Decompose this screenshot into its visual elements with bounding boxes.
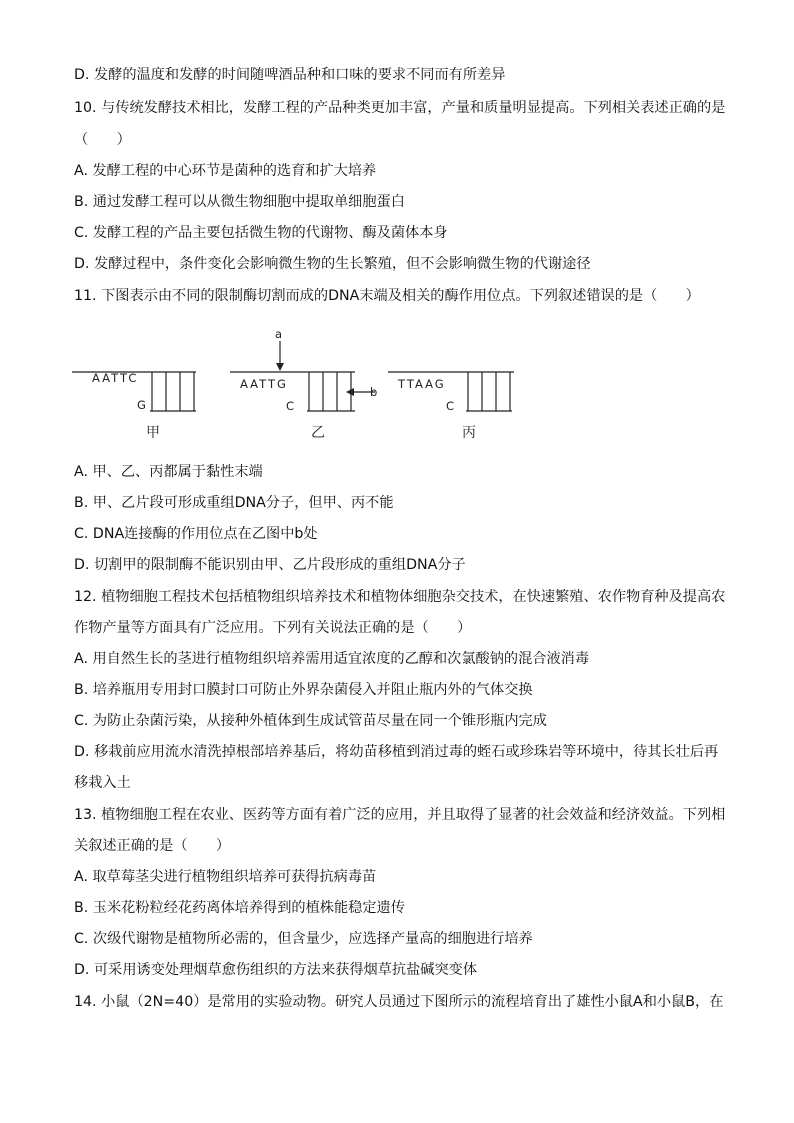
dna-ends-diagram	[70, 325, 530, 445]
q10-option-a: A. 发酵工程的中心环节是菌种的选育和扩大培养	[74, 163, 377, 179]
q10-blank: （ ）	[74, 132, 131, 148]
arrow-b-label: b	[370, 385, 378, 399]
q11-option-a: A. 甲、乙、丙都属于黏性末端	[74, 464, 263, 480]
q12-stem-1: 12. 植物细胞工程技术包括植物组织培养技术和植物体细胞杂交技术，在快速繁殖、农作物育种及提高农	[74, 589, 726, 605]
jia-bottom-base: G	[137, 398, 146, 412]
arrow-a-label: a	[275, 327, 283, 341]
jia-caption: 甲	[146, 425, 160, 441]
q10-option-d: D. 发酵过程中，条件变化会影响微生物的生长繁殖，但不会影响微生物的代谢途径	[74, 256, 591, 272]
q14-stem-1: 14. 小鼠（2N=40）是常用的实验动物。研究人员通过下图所示的流程培育出了雄性小鼠A和小鼠B，在	[74, 994, 724, 1010]
q13-stem-1: 13. 植物细胞工程在农业、医药等方面有着广泛的应用，并且取得了显著的社会效益和经济效益。下列相	[74, 807, 726, 823]
q11-option-b: B. 甲、乙片段可形成重组DNA分子，但甲、丙不能	[74, 495, 394, 511]
yi-bottom-base: C	[286, 399, 295, 413]
bing-caption: 丙	[462, 425, 476, 441]
q13-option-a: A. 取草莓茎尖进行植物组织培养可获得抗病毒苗	[74, 869, 377, 885]
jia-top-sequence: AATTC	[92, 371, 139, 385]
q11-option-c: C. DNA连接酶的作用位点在乙图中b处	[74, 526, 318, 542]
q9-option-d: D. 发酵的温度和发酵的时间随啤酒品种和口味的要求不同而有所差异	[74, 67, 506, 83]
q12-option-a: A. 用自然生长的茎进行植物组织培养需用适宜浓度的乙醇和次氯酸钠的混合液消毒	[74, 651, 590, 667]
bing-top-sequence: TTAAG	[398, 377, 446, 391]
q11-stem: 11. 下图表示由不同的限制酶切割而成的DNA末端及相关的酶作用位点。下列叙述错误的是（ ）	[74, 288, 700, 304]
yi-top-sequence: AATTG	[240, 377, 288, 391]
q10-stem: 10. 与传统发酵技术相比，发酵工程的产品种类更加丰富，产量和质量明显提高。下列相关表述正确的是	[74, 100, 726, 116]
q13-option-d: D. 可采用诱变处理烟草愈伤组织的方法来获得烟草抗盐碱突变体	[74, 962, 478, 978]
q13-stem-2: 关叙述正确的是（ ）	[74, 838, 231, 854]
dna-ends-figure	[70, 325, 530, 445]
q12-option-d-2: 移栽入土	[74, 775, 131, 791]
q12-option-d-1: D. 移栽前应用流水清洗掉根部培养基后，将幼苗移植到消过毒的蛭石或珍珠岩等环境中，待其长壮后再	[74, 744, 719, 760]
q10-option-b: B. 通过发酵工程可以从微生物细胞中提取单细胞蛋白	[74, 194, 405, 210]
q13-option-c: C. 次级代谢物是植物所必需的，但含量少，应选择产量高的细胞进行培养	[74, 931, 533, 947]
yi-caption: 乙	[311, 425, 325, 441]
q12-option-c: C. 为防止杂菌污染，从接种外植体到生成试管苗尽量在同一个锥形瓶内完成	[74, 713, 547, 729]
q11-option-d: D. 切割甲的限制酶不能识别由甲、乙片段形成的重组DNA分子	[74, 557, 466, 573]
q10-option-c: C. 发酵工程的产品主要包括微生物的代谢物、酶及菌体本身	[74, 225, 448, 241]
q12-option-b: B. 培养瓶用专用封口膜封口可防止外界杂菌侵入并阻止瓶内外的气体交换	[74, 682, 533, 698]
bing-bottom-base: C	[446, 399, 455, 413]
q13-option-b: B. 玉米花粉粒经花药离体培养得到的植株能稳定遗传	[74, 900, 405, 916]
q12-stem-2: 作物产量等方面具有广泛应用。下列有关说法正确的是（ ）	[74, 620, 472, 636]
